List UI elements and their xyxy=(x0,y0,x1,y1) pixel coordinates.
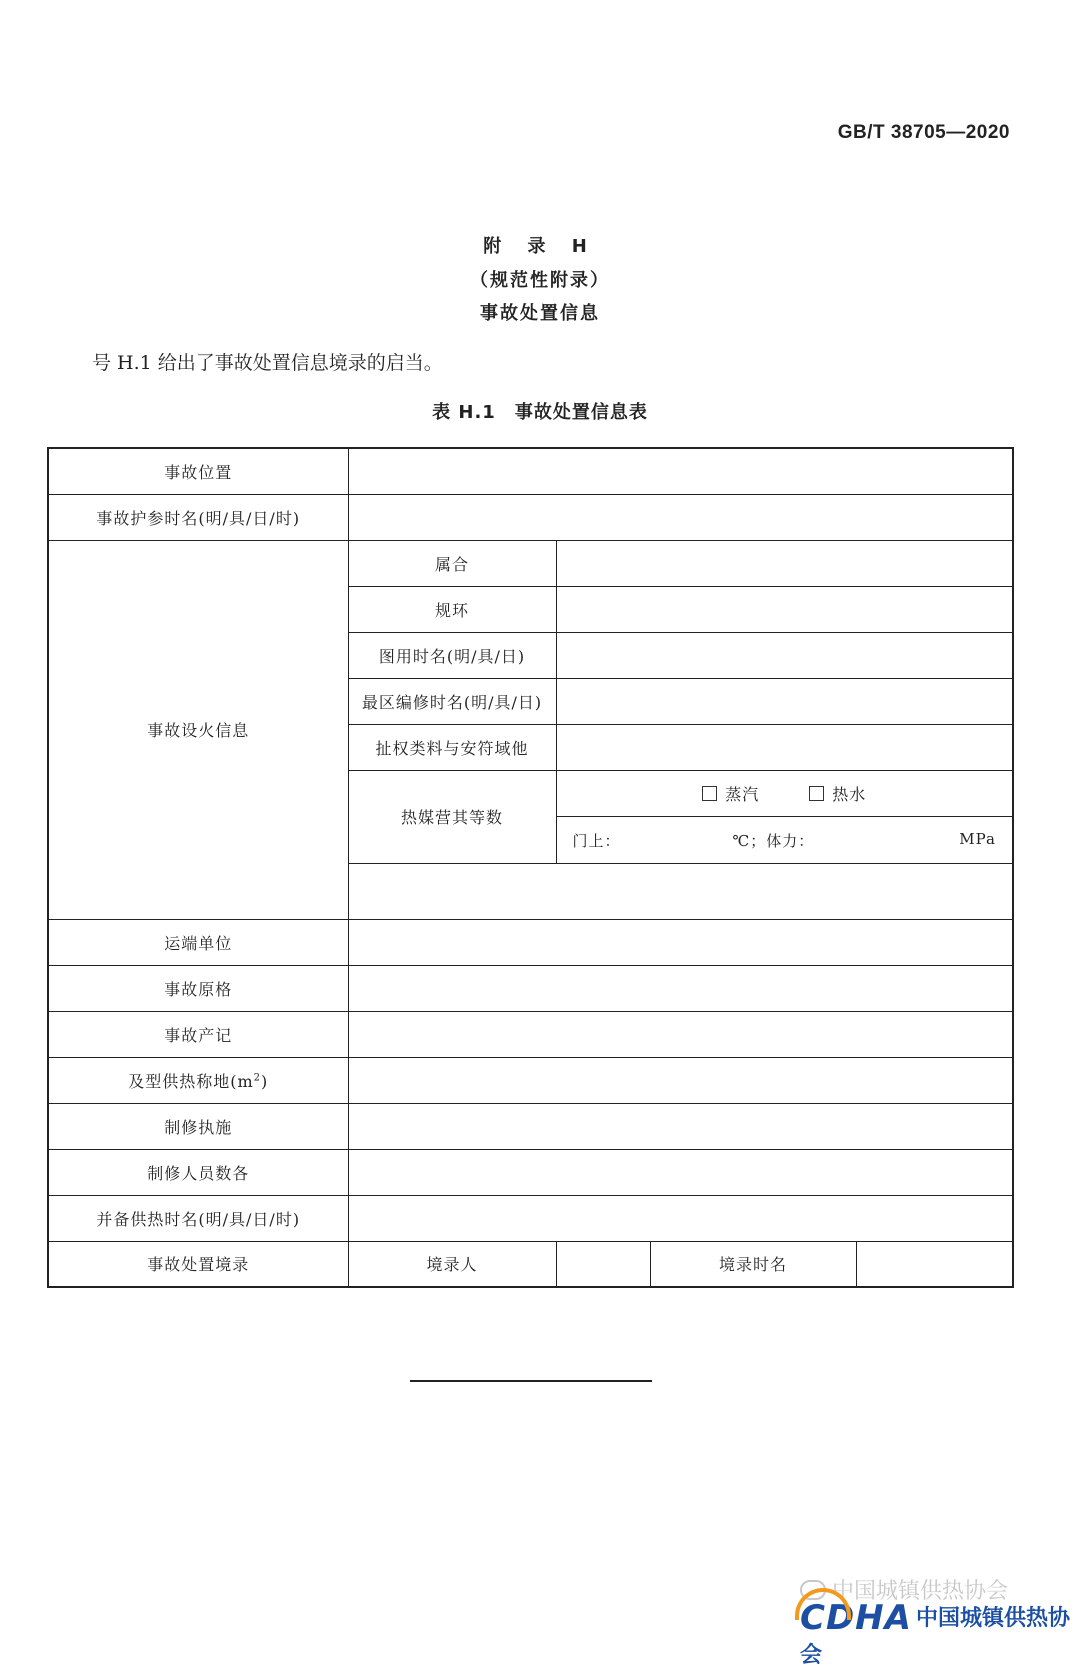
repair-staff-label: 制修人员数各 xyxy=(48,1149,348,1195)
facility-extra-value[interactable] xyxy=(348,863,1013,919)
medium-options xyxy=(556,770,1013,816)
pressure-unit: MPa xyxy=(959,829,997,848)
appendix-name: 事故处置信息 xyxy=(480,303,600,324)
hot-water-option[interactable]: 热水 xyxy=(809,782,866,805)
restore-time-value[interactable] xyxy=(348,1195,1013,1241)
table-row xyxy=(48,1195,1013,1241)
table-row xyxy=(48,1149,1013,1195)
accident-time-label: 事故护参时名(明/具/日/时) xyxy=(48,494,348,540)
table-row xyxy=(48,494,1013,540)
accident-time-value[interactable] xyxy=(348,494,1013,540)
area-value[interactable] xyxy=(348,1057,1013,1103)
checkbox-icon[interactable] xyxy=(809,786,824,801)
medium-label: 热媒营其等数 xyxy=(348,770,556,863)
area-label: 及型供热称地$(m^2)$ xyxy=(48,1057,348,1103)
recorder-value[interactable] xyxy=(556,1241,650,1287)
record-label: 事故处置境录 xyxy=(48,1241,348,1287)
repair-staff-value[interactable] xyxy=(348,1149,1013,1195)
ownership-value[interactable] xyxy=(556,540,1013,586)
accident-info-table xyxy=(47,447,1014,1288)
spec-value[interactable] xyxy=(556,586,1013,632)
commission-time-label: 图用时名(明/具/日) xyxy=(348,632,556,678)
impact-value[interactable] xyxy=(348,1011,1013,1057)
restore-time-label: 并备供热时名(明/具/日/时) xyxy=(48,1195,348,1241)
record-time-value[interactable] xyxy=(856,1241,1013,1287)
impact-label: 事故产记 xyxy=(48,1011,348,1057)
location-value[interactable] xyxy=(348,448,1013,494)
repair-measures-label: 制修执施 xyxy=(48,1103,348,1149)
table-row xyxy=(48,1011,1013,1057)
record-time-label: 境录时名 xyxy=(650,1241,856,1287)
spec-label: 规环 xyxy=(348,586,556,632)
commission-time-value[interactable] xyxy=(556,632,1013,678)
ownership-label: 属合 xyxy=(348,540,556,586)
temperature-label: 门上： xyxy=(572,831,621,850)
last-repair-time-label: 最区编修时名(明/具/日) xyxy=(348,678,556,724)
material-value[interactable] xyxy=(556,724,1013,770)
operator-value[interactable] xyxy=(348,919,1013,965)
medium-params xyxy=(556,816,1013,863)
location-label: 事故位置 xyxy=(48,448,348,494)
table-row xyxy=(48,448,1013,494)
steam-option[interactable]: 蒸汽 xyxy=(702,782,759,805)
table-row xyxy=(48,1103,1013,1149)
recorder-label: 境录人 xyxy=(348,1241,556,1287)
facility-info-label: 事故设火信息 xyxy=(48,540,348,919)
cause-value[interactable] xyxy=(348,965,1013,1011)
temperature-unit: ℃；体力： xyxy=(732,831,815,850)
cdha-logo: CDHA 中国城镇供热协会 xyxy=(800,1598,1080,1670)
table-row xyxy=(48,1241,1013,1287)
watermark: 中国城镇供热协会 xyxy=(800,1574,1008,1605)
appendix-subtitle: （规范性附录） xyxy=(470,270,610,291)
repair-measures-value[interactable] xyxy=(348,1103,1013,1149)
end-rule xyxy=(410,1380,652,1382)
material-label: 扯权类料与安符域他 xyxy=(348,724,556,770)
table-row xyxy=(48,540,1013,586)
cause-label: 事故原格 xyxy=(48,965,348,1011)
table-row xyxy=(48,965,1013,1011)
checkbox-icon[interactable] xyxy=(702,786,717,801)
intro-text: 号 H.1 给出了事故处置信息境录的启当。 xyxy=(92,352,443,374)
standard-code: GB/T 38705—2020 xyxy=(837,122,1010,143)
operator-label: 运端单位 xyxy=(48,919,348,965)
table-row xyxy=(48,919,1013,965)
table-row xyxy=(48,1057,1013,1103)
appendix-title: 附 录 H xyxy=(483,236,597,257)
table-caption: 表 H.1 事故处置信息表 xyxy=(432,402,648,423)
last-repair-time-value[interactable] xyxy=(556,678,1013,724)
